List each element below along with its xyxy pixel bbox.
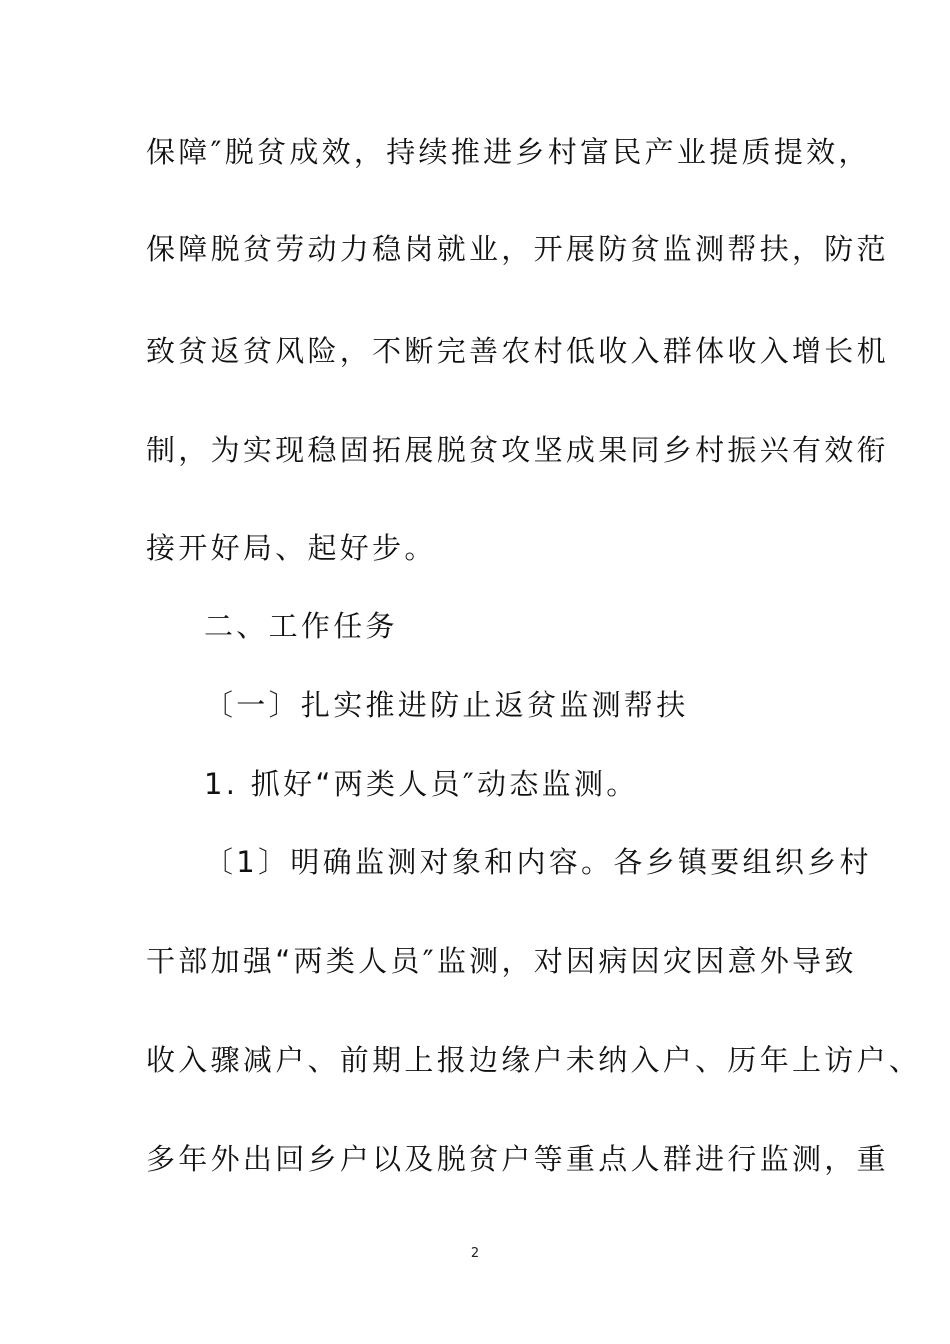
body-text-line: 收入骤减户、前期上报边缘户未纳入户、历年上访户、 [146,1043,922,1077]
body-text-line: 致贫返贫风险，不断完善农村低收入群体收入增长机 [146,334,889,368]
body-text-line: 接开好局、起好步。 [146,531,437,565]
body-text-line: 保障脱贫劳动力稳岗就业，开展防贫监测帮扶，防范 [146,232,889,266]
subsection-heading: 〔一〕扎实推进防止返贫监测帮扶 [204,688,689,722]
section-heading: 二、工作任务 [204,609,398,643]
body-text-line: 干部加强“两类人员″监测，对因病因灾因意外导致 [146,944,857,978]
body-text-line: 多年外出回乡户以及脱贫户等重点人群进行监测，重 [146,1142,889,1176]
body-text-line: 保障″脱贫成效，持续推进乡村富民产业提质提效， [146,135,871,169]
page-number: 2 [470,1246,480,1261]
body-text-line: 制，为实现稳固拓展脱贫攻坚成果同乡村振兴有效衔 [146,433,889,467]
item-heading: 1. 抓好“两类人员″动态监测。 [204,767,639,801]
body-text-line: 〔1〕明确监测对象和内容。各乡镇要组织乡村 [204,845,872,879]
